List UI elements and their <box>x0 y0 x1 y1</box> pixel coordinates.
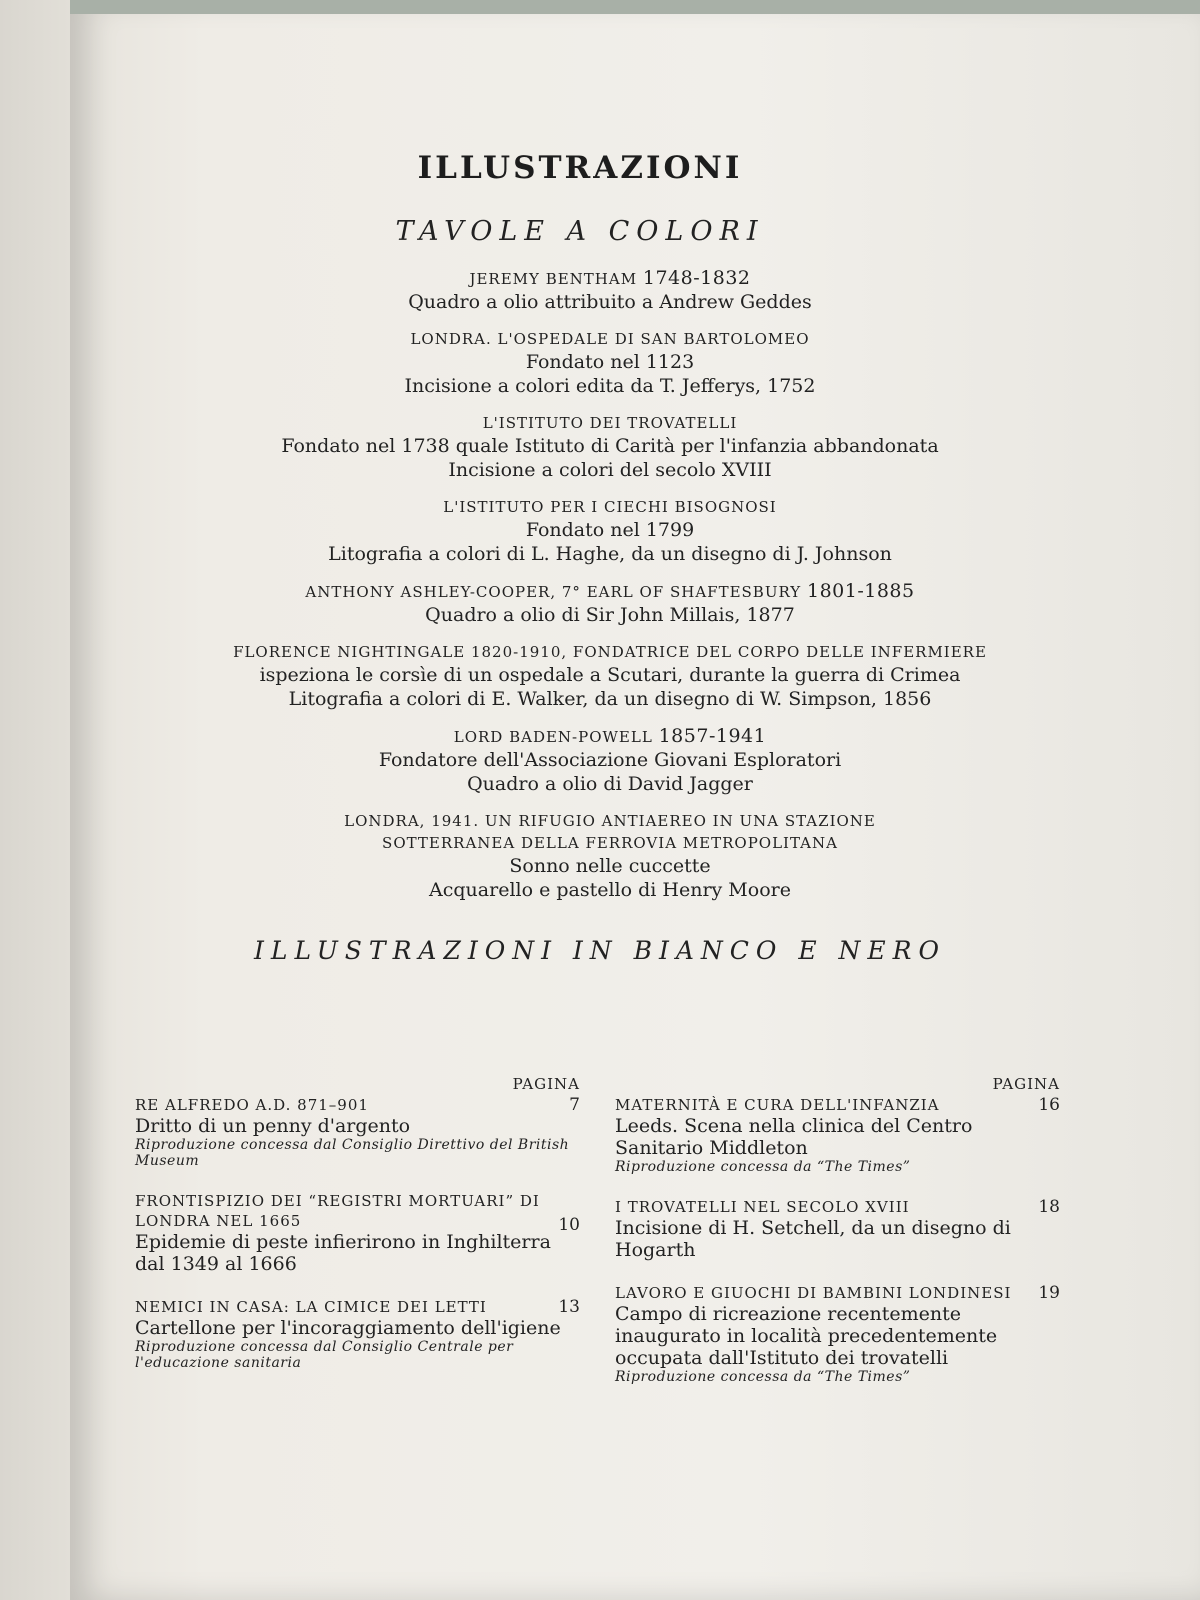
plate-line: Fondato nel 1799 <box>525 519 695 541</box>
page-top-edge <box>70 0 1200 14</box>
plate-line: Fondatore dell'Associazione Giovani Esploratori <box>378 749 842 771</box>
plate-line: Fondato nel 1738 quale Istituto di Carità per l'infanzia abbandonata <box>281 435 939 457</box>
entry-heading: FRONTISPIZIO DEI “REGISTRI MORTUARI” DI LONDRA NEL 1665 <box>135 1192 540 1230</box>
plate-years: 1801-1885 <box>806 580 915 602</box>
entry-heading: MATERNITÀ E CURA DELL'INFANZIA <box>615 1096 940 1114</box>
plate-heading: FLORENCE NIGHTINGALE 1820-1910, FONDATRICE DEL CORPO DELLE INFERMIERE <box>233 643 987 661</box>
page-number: 10 <box>558 1215 580 1235</box>
entry-credit: Riproduzione concessa da “The Times” <box>615 1159 911 1175</box>
page-number: 16 <box>1038 1095 1060 1115</box>
plate-line: Quadro a olio attribuito a Andrew Geddes <box>408 291 812 313</box>
plate-line: Incisione a colori edita da T. Jefferys, 1752 <box>404 375 816 397</box>
page-number: 18 <box>1038 1197 1060 1217</box>
plate-entry <box>130 810 1090 902</box>
list-item <box>135 1297 580 1371</box>
entry-description: Epidemie di peste infierirono in Inghilterra dal 1349 al 1666 <box>135 1231 551 1275</box>
plate-line: Litografia a colori di E. Walker, da un disegno di W. Simpson, 1856 <box>288 688 932 710</box>
plate-years: 1857-1941 <box>658 725 767 747</box>
plate-heading: LONDRA. L'OSPEDALE DI SAN BARTOLOMEO <box>410 330 810 348</box>
plate-line: Litografia a colori di L. Haghe, da un disegno di J. Johnson <box>328 543 892 565</box>
plate-line: Acquarello e pastello di Henry Moore <box>429 879 791 901</box>
plate-heading: ANTHONY ASHLEY-COOPER, 7° EARL OF SHAFTESBURY <box>305 583 802 601</box>
plate-heading: L'ISTITUTO PER I CIECHI BISOGNOSI <box>443 498 777 516</box>
entry-description: Campo di ricreazione recentemente inaugurato in località precedentemente occupata dall'Istituto dei trovatelli <box>615 1303 998 1369</box>
color-plates-heading: TAVOLE A COLORI <box>395 216 765 247</box>
pagina-label: PAGINA <box>512 1075 580 1093</box>
page-number: 7 <box>569 1095 580 1115</box>
entry-heading: I TROVATELLI NEL SECOLO XVIII <box>615 1198 910 1216</box>
plate-line: Quadro a olio di David Jagger <box>467 773 753 795</box>
right-column <box>615 1075 1060 1407</box>
plate-entry <box>130 580 1090 627</box>
plate-entry <box>130 725 1090 796</box>
illustrations-list <box>130 150 1090 965</box>
list-item <box>615 1283 1060 1385</box>
plate-entry <box>130 412 1090 482</box>
plate-line: Sonno nelle cuccette <box>509 855 711 877</box>
entry-credit: Riproduzione concessa dal Consiglio Centrale per l'educazione sanitaria <box>135 1339 514 1371</box>
page-title: ILLUSTRAZIONI <box>417 150 743 186</box>
pagina-label: PAGINA <box>992 1075 1060 1093</box>
plate-heading: LONDRA, 1941. UN RIFUGIO ANTIAEREO IN UNA STAZIONE SOTTERRANEA DELLA FERROVIA METROPOLITANA <box>344 812 876 852</box>
list-item <box>615 1197 1060 1261</box>
plate-entry <box>130 496 1090 566</box>
entry-credit: Riproduzione concessa da “The Times” <box>615 1369 911 1385</box>
list-item <box>615 1095 1060 1175</box>
plate-entry <box>130 267 1090 314</box>
plate-heading: LORD BADEN-POWELL <box>453 728 653 746</box>
entry-description: Cartellone per l'incoraggiamento dell'igiene <box>135 1317 561 1339</box>
plate-line: Fondato nel 1123 <box>525 351 695 373</box>
color-plates-list <box>130 267 1090 902</box>
list-item <box>135 1095 580 1169</box>
plate-line: Quadro a olio di Sir John Millais, 1877 <box>425 604 795 626</box>
plate-entry <box>130 328 1090 398</box>
page-number: 19 <box>1038 1283 1060 1303</box>
plate-heading: JEREMY BENTHAM <box>469 270 638 288</box>
plate-years: 1748-1832 <box>642 267 751 289</box>
entry-heading: NEMICI IN CASA: LA CIMICE DEI LETTI <box>135 1298 487 1316</box>
list-item <box>135 1191 580 1275</box>
left-column <box>135 1075 580 1393</box>
entry-description: Incisione di H. Setchell, da un disegno di Hogarth <box>615 1217 1011 1261</box>
page-left-margin <box>0 0 70 1600</box>
entry-credit: Riproduzione concessa dal Consiglio Direttivo del British Museum <box>135 1137 570 1169</box>
plate-line: ispeziona le corsìe di un ospedale a Scutari, durante la guerra di Crimea <box>259 664 961 686</box>
plate-line: Incisione a colori del secolo XVIII <box>448 459 772 481</box>
entry-heading: RE ALFREDO A.D. 871–901 <box>135 1096 369 1114</box>
entry-description: Leeds. Scena nella clinica del Centro Sanitario Middleton <box>615 1115 973 1159</box>
bw-illustrations-heading: ILLUSTRAZIONI IN BIANCO E NERO <box>254 936 946 965</box>
plate-heading: L'ISTITUTO DEI TROVATELLI <box>482 414 738 432</box>
entry-heading: LAVORO E GIUOCHI DI BAMBINI LONDINESI <box>615 1284 1012 1302</box>
page-number: 13 <box>558 1297 580 1317</box>
plate-entry <box>130 641 1090 711</box>
entry-description: Dritto di un penny d'argento <box>135 1115 411 1137</box>
